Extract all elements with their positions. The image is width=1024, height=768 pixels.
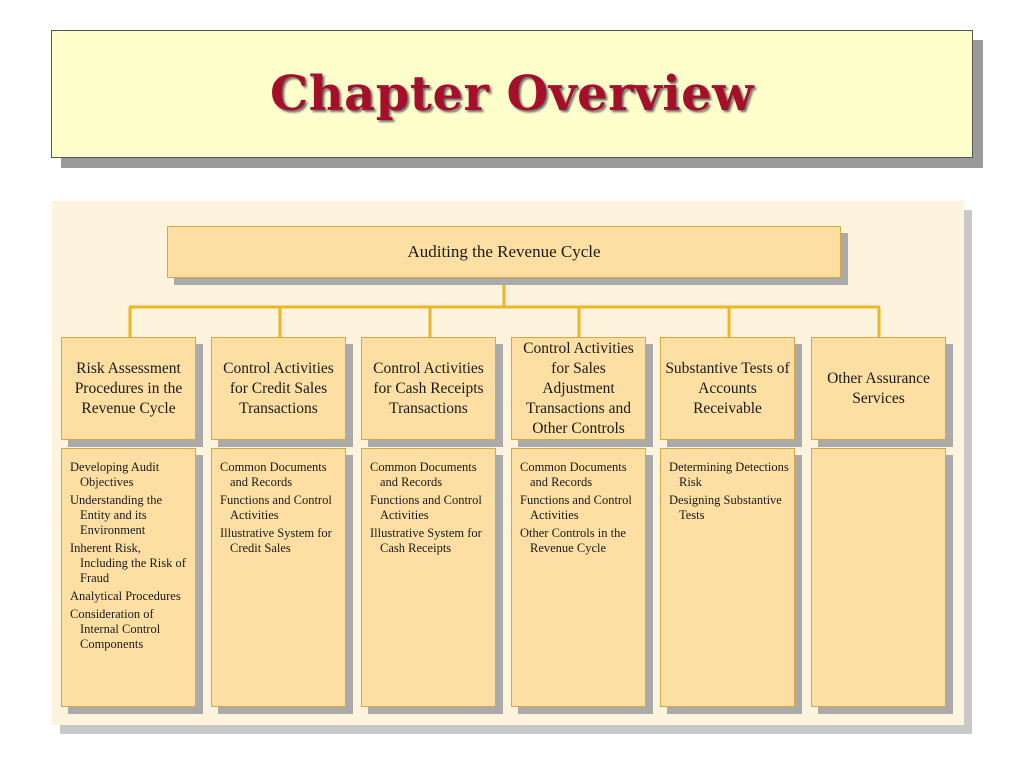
detail-item: Other Controls in the Revenue Cycle — [520, 526, 626, 555]
detail-item: Functions and Control Activities — [220, 493, 332, 522]
detail-item: Illustrative System for Credit Sales — [220, 526, 332, 555]
heading-box-risk-assessment — [61, 337, 196, 440]
detail-item: Developing Audit Objectives — [70, 460, 160, 489]
heading-label: Substantive Tests of Accounts Receivable — [665, 359, 790, 417]
detail-item: Analytical Procedures — [70, 589, 181, 603]
detail-item: Determining Detections Risk — [669, 460, 789, 489]
detail-box-risk-assessment — [61, 448, 196, 707]
root-box — [167, 226, 841, 278]
detail-item: Designing Substantive Tests — [669, 493, 782, 522]
detail-item: Functions and Control Activities — [520, 493, 632, 522]
heading-label: Control Activities for Cash Receipts Transactions — [373, 359, 484, 417]
heading-label: Risk Assessment Procedures in the Revenue Cycle — [74, 359, 183, 417]
detail-box-sales-adjustment — [511, 448, 646, 707]
root-box-label: Auditing the Revenue Cycle — [407, 242, 601, 261]
detail-item: Illustrative System for Cash Receipts — [370, 526, 482, 555]
detail-item: Consideration of Internal Control Components — [70, 607, 161, 651]
detail-box-cash-receipts — [361, 448, 496, 707]
heading-label: Control Activities for Sales Adjustment Transactions and Other Controls — [523, 339, 634, 437]
detail-item: Functions and Control Activities — [370, 493, 482, 522]
detail-item: Common Documents and Records — [220, 460, 327, 489]
detail-item: Understanding the Entity and its Environment — [70, 493, 162, 537]
heading-box-cash-receipts — [361, 337, 496, 440]
detail-box-substantive-tests — [660, 448, 795, 707]
detail-item: Inherent Risk, Including the Risk of Fraud — [70, 541, 186, 585]
page-title: Chapter Overview — [270, 66, 754, 122]
heading-label: Other Assurance Services — [827, 369, 930, 407]
detail-item: Common Documents and Records — [520, 460, 627, 489]
heading-box-sales-adjustment — [511, 337, 646, 440]
heading-box-credit-sales — [211, 337, 346, 440]
detail-item: Common Documents and Records — [370, 460, 477, 489]
detail-box-credit-sales — [211, 448, 346, 707]
heading-box-substantive-tests — [660, 337, 795, 440]
heading-box-other-assurance — [811, 337, 946, 440]
detail-box-other-assurance — [811, 448, 946, 707]
heading-label: Control Activities for Credit Sales Transactions — [223, 359, 334, 417]
